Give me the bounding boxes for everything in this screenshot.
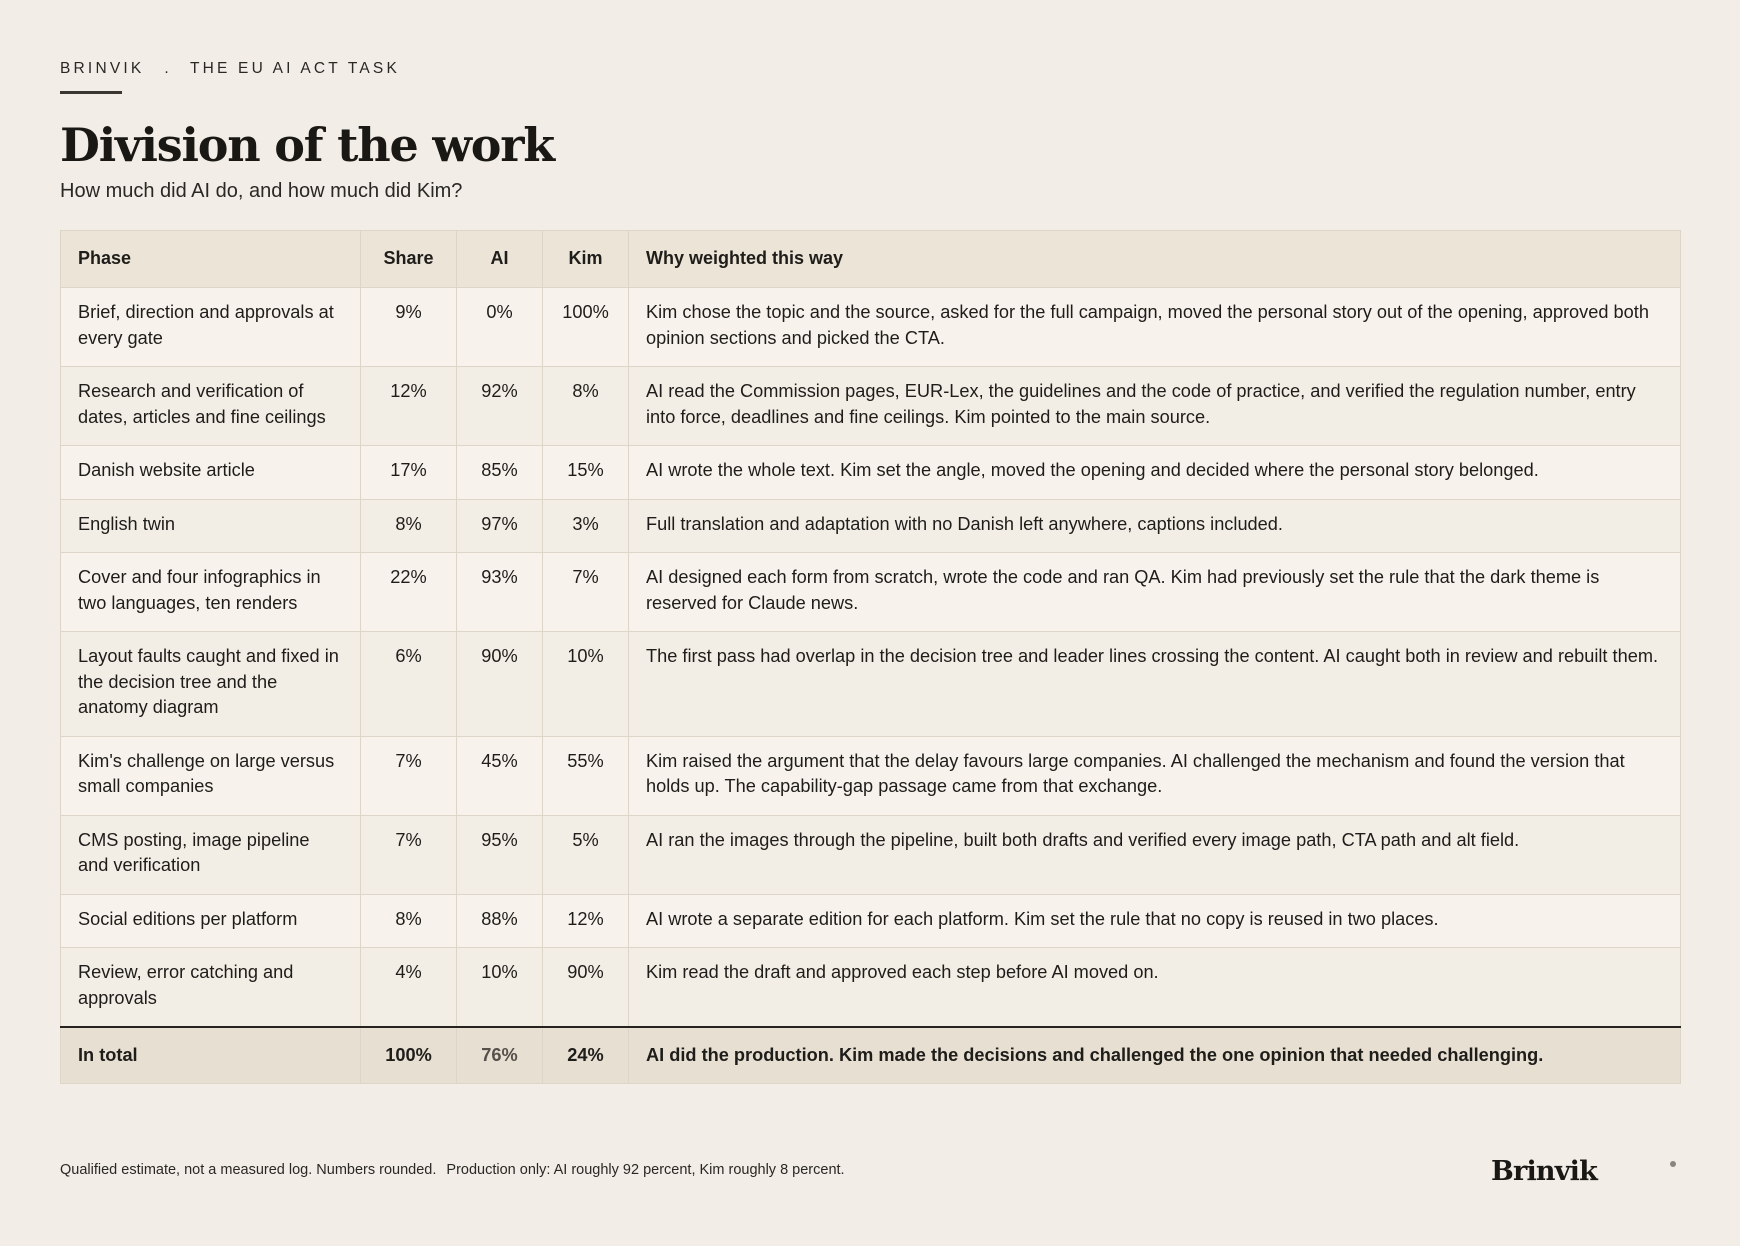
footnote xyxy=(60,1162,845,1178)
cell-ai: 85% xyxy=(457,446,543,500)
cell-kim: 100% xyxy=(543,288,629,367)
table-header-row xyxy=(61,231,1681,288)
page-title: Division of the work xyxy=(60,118,554,172)
cell-kim: 7% xyxy=(543,553,629,632)
cell-ai: 90% xyxy=(457,632,543,737)
cell-share: 8% xyxy=(361,894,457,948)
table-row xyxy=(61,446,1681,500)
cell-phase: Brief, direction and approvals at every gate xyxy=(61,288,361,367)
table-row xyxy=(61,894,1681,948)
header-why: Why weighted this way xyxy=(629,231,1681,288)
cell-kim: 3% xyxy=(543,499,629,553)
cell-ai: 10% xyxy=(457,948,543,1028)
header-kim: Kim xyxy=(543,231,629,288)
total-share: 100% xyxy=(361,1027,457,1084)
cell-phase: Review, error catching and approvals xyxy=(61,948,361,1028)
cell-phase: Layout faults caught and fixed in the decision tree and the anatomy diagram xyxy=(61,632,361,737)
work-division-table xyxy=(60,230,1681,1084)
cell-why: AI designed each form from scratch, wrote the code and ran QA. Kim had previously set the rule that the dark theme is reserved for Claude news. xyxy=(629,553,1681,632)
cell-phase: Cover and four infographics in two languages, ten renders xyxy=(61,553,361,632)
cell-share: 4% xyxy=(361,948,457,1028)
cell-phase: Kim's challenge on large versus small companies xyxy=(61,736,361,815)
header-ai: AI xyxy=(457,231,543,288)
table-row xyxy=(61,948,1681,1028)
footer-logo: Brinvik xyxy=(1491,1156,1597,1187)
eyebrow xyxy=(60,60,400,78)
cell-share: 17% xyxy=(361,446,457,500)
cell-why: The first pass had overlap in the decision tree and leader lines crossing the content. AI caught both in review and rebuilt them. xyxy=(629,632,1681,737)
cell-kim: 15% xyxy=(543,446,629,500)
cell-share: 22% xyxy=(361,553,457,632)
cell-share: 6% xyxy=(361,632,457,737)
cell-kim: 90% xyxy=(543,948,629,1028)
table-row xyxy=(61,736,1681,815)
cell-share: 7% xyxy=(361,736,457,815)
cell-share: 7% xyxy=(361,815,457,894)
cell-why: Kim chose the topic and the source, asked for the full campaign, moved the personal story out of the opening, approved both opinion sections and picked the CTA. xyxy=(629,288,1681,367)
cell-ai: 97% xyxy=(457,499,543,553)
cell-phase: Social editions per platform xyxy=(61,894,361,948)
cell-kim: 12% xyxy=(543,894,629,948)
eyebrow-separator: . xyxy=(164,60,172,77)
cell-ai: 88% xyxy=(457,894,543,948)
cell-phase: Danish website article xyxy=(61,446,361,500)
table-row xyxy=(61,632,1681,737)
cell-ai: 95% xyxy=(457,815,543,894)
footnote-production: Production only: AI roughly 92 percent, Kim roughly 8 percent. xyxy=(446,1162,845,1178)
header-phase: Phase xyxy=(61,231,361,288)
cell-why: AI wrote a separate edition for each platform. Kim set the rule that no copy is reused in two places. xyxy=(629,894,1681,948)
cell-kim: 8% xyxy=(543,367,629,446)
eyebrow-section: THE EU AI ACT TASK xyxy=(189,60,401,77)
eyebrow-underline xyxy=(60,91,122,94)
cell-why: Full translation and adaptation with no Danish left anywhere, captions included. xyxy=(629,499,1681,553)
table-row xyxy=(61,815,1681,894)
cell-share: 9% xyxy=(361,288,457,367)
cell-kim: 55% xyxy=(543,736,629,815)
cell-ai: 0% xyxy=(457,288,543,367)
cell-why: AI read the Commission pages, EUR-Lex, the guidelines and the code of practice, and verified the regulation number, entry into force, deadlines and fine ceilings. Kim pointed to the main source. xyxy=(629,367,1681,446)
cell-share: 8% xyxy=(361,499,457,553)
total-phase: In total xyxy=(61,1027,361,1084)
cell-ai: 45% xyxy=(457,736,543,815)
cell-share: 12% xyxy=(361,367,457,446)
header-share: Share xyxy=(361,231,457,288)
cell-kim: 10% xyxy=(543,632,629,737)
table-row xyxy=(61,367,1681,446)
table-body xyxy=(61,288,1681,1028)
cell-why: Kim read the draft and approved each step before AI moved on. xyxy=(629,948,1681,1028)
cell-why: AI wrote the whole text. Kim set the angle, moved the opening and decided where the personal story belonged. xyxy=(629,446,1681,500)
cell-phase: English twin xyxy=(61,499,361,553)
table-row xyxy=(61,553,1681,632)
total-why: AI did the production. Kim made the decisions and challenged the one opinion that needed challenging. xyxy=(629,1027,1681,1084)
eyebrow-brand: BRINVIK xyxy=(60,60,145,77)
total-ai: 76% xyxy=(457,1027,543,1084)
cell-phase: Research and verification of dates, articles and fine ceilings xyxy=(61,367,361,446)
page-subtitle: How much did AI do, and how much did Kim? xyxy=(60,180,463,202)
cell-ai: 93% xyxy=(457,553,543,632)
footer-dot xyxy=(1670,1161,1676,1167)
cell-why: Kim raised the argument that the delay favours large companies. AI challenged the mechanism and found the version that holds up. The capability-gap passage came from that exchange. xyxy=(629,736,1681,815)
total-kim: 24% xyxy=(543,1027,629,1084)
cell-phase: CMS posting, image pipeline and verification xyxy=(61,815,361,894)
table-row xyxy=(61,288,1681,367)
cell-kim: 5% xyxy=(543,815,629,894)
table-row xyxy=(61,499,1681,553)
cell-why: AI ran the images through the pipeline, built both drafts and verified every image path, CTA path and alt field. xyxy=(629,815,1681,894)
footnote-estimate: Qualified estimate, not a measured log. Numbers rounded. xyxy=(60,1162,437,1178)
cell-ai: 92% xyxy=(457,367,543,446)
table-total-row xyxy=(61,1027,1681,1084)
